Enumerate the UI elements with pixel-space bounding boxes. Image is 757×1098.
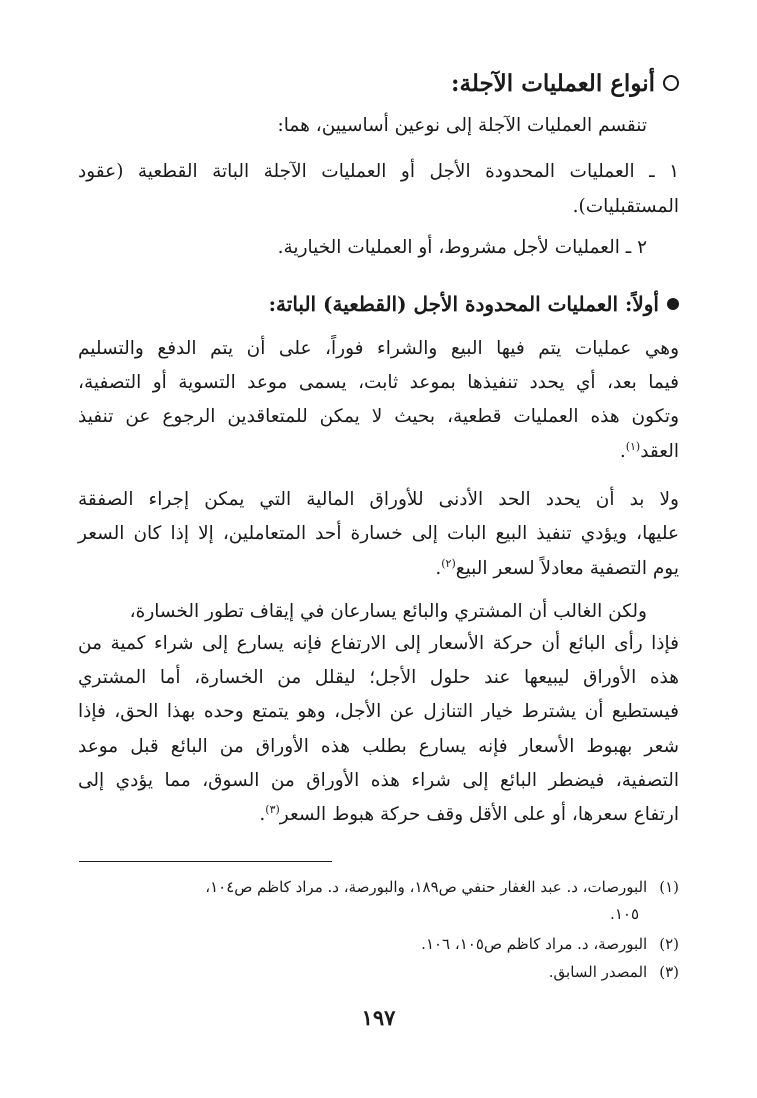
footnote-1-line-2: ١٠٥. <box>610 905 639 923</box>
para2-line-1: ولا بد أن يحدد الحد الأدنى للأوراق المالية التي يمكن إجراء الصفقة <box>78 489 679 510</box>
list-item-1-line-1: ١ ـ العمليات المحدودة الأجل أو العمليات الآجلة الباتة القطعية (عقود <box>78 161 679 182</box>
para3-line-7-text: ارتفاع سعرها، أو على الأقل وقف حركة هبوط السعر <box>279 804 679 825</box>
subsection-heading-text: أولاً: العمليات المحدودة الأجل (القطعية) الباتة: <box>268 292 659 316</box>
footnote-2 <box>78 931 679 957</box>
para1-line-2: فيما بعد، أي يحدد تنفيذها بموعد ثابت، يسمى موعد التسوية أو التصفية، <box>78 372 679 393</box>
para3-line-2: فإذا رأى البائع أن حركة الأسعار إلى الارتفاع فإنه يسارع إلى شراء كمية من <box>78 633 679 654</box>
para2-line-3-end: . <box>435 558 442 579</box>
footnote-3 <box>78 959 679 985</box>
section-heading <box>78 62 679 106</box>
para2-line-3-text: يوم التصفية معادلاً لسعر البيع <box>455 558 679 579</box>
para3-line-6: التصفية، فيضطر البائع إلى شراء هذه الأوراق من السوق، مما يؤدي إلى <box>78 770 679 791</box>
list-item-1-line-2: المستقبليات). <box>572 196 679 217</box>
para1-line-4-end: . <box>619 441 626 462</box>
footnote-ref-1: (١) <box>625 439 641 453</box>
section-heading-text: أنواع العمليات الآجلة: <box>451 70 655 97</box>
footnote-1-number: (١) <box>659 878 679 896</box>
footnote-ref-2: (٢) <box>441 556 456 570</box>
para2-line-3 <box>78 553 679 585</box>
list-item-2: ٢ ـ العمليات لأجل مشروط، أو العمليات الخيارية. <box>277 237 647 258</box>
para3-line-7-end: . <box>259 804 266 825</box>
subsection-heading <box>78 284 679 324</box>
para3-line-4: فيستطيع أن يشترط خيار التنازل عن الأجل، وهو يتمتع وحده بهذا الحق، فإذا <box>78 701 679 722</box>
footnote-3-number: (٣) <box>659 963 679 981</box>
para3-line-3: هذه الأوراق ليبيعها عند حلول الأجل؛ ليقلل من الخسارة، أما المشتري <box>78 667 679 688</box>
footnote-2-number: (٢) <box>659 935 679 953</box>
footnote-divider <box>79 861 332 862</box>
para1-line-4-text: العقد <box>640 441 679 462</box>
para3-line-5: شعر بهبوط الأسعار فإنه يسارع بطلب هذه الأوراق من البائع قبل موعد <box>78 736 679 757</box>
para1-line-4 <box>78 436 679 468</box>
para2-line-2: عليها، ويؤدي تنفيذ البيع البات إلى خسارة أحد المتعاملين، إلا إذا كان السعر <box>78 523 679 544</box>
para1-line-1: وهي عمليات يتم فيها البيع والشراء فوراً، على أن يتم الدفع والتسليم <box>78 338 679 359</box>
footnote-3-text: المصدر السابق. <box>548 963 648 981</box>
para3-line-7 <box>78 799 679 831</box>
para1-line-3: وتكون هذه العمليات قطعية، بحيث لا يمكن للمتعاقدين الرجوع عن تنفيذ <box>78 406 679 427</box>
footnote-1-text: البورصات، د. عبد الغفار حنفي ص١٨٩، والبورصة، د. مراد كاظم ص١٠٤، <box>205 878 648 896</box>
footnote-2-text: البورصة، د. مراد كاظم ص١٠٥، ١٠٦. <box>421 935 648 953</box>
para3-line-1: ولكن الغالب أن المشتري والبائع يسارعان في إيقاف تطور الخسارة، <box>129 601 647 622</box>
circle-bullet-icon <box>663 75 679 91</box>
footnote-ref-3: (٣) <box>265 802 280 816</box>
intro-line: تنقسم العمليات الآجلة إلى نوعين أساسيين، هما: <box>277 115 647 136</box>
footnote-1-line-1 <box>78 874 679 900</box>
page-number: ١٩٧ <box>361 1005 396 1030</box>
filled-bullet-icon <box>667 298 679 310</box>
